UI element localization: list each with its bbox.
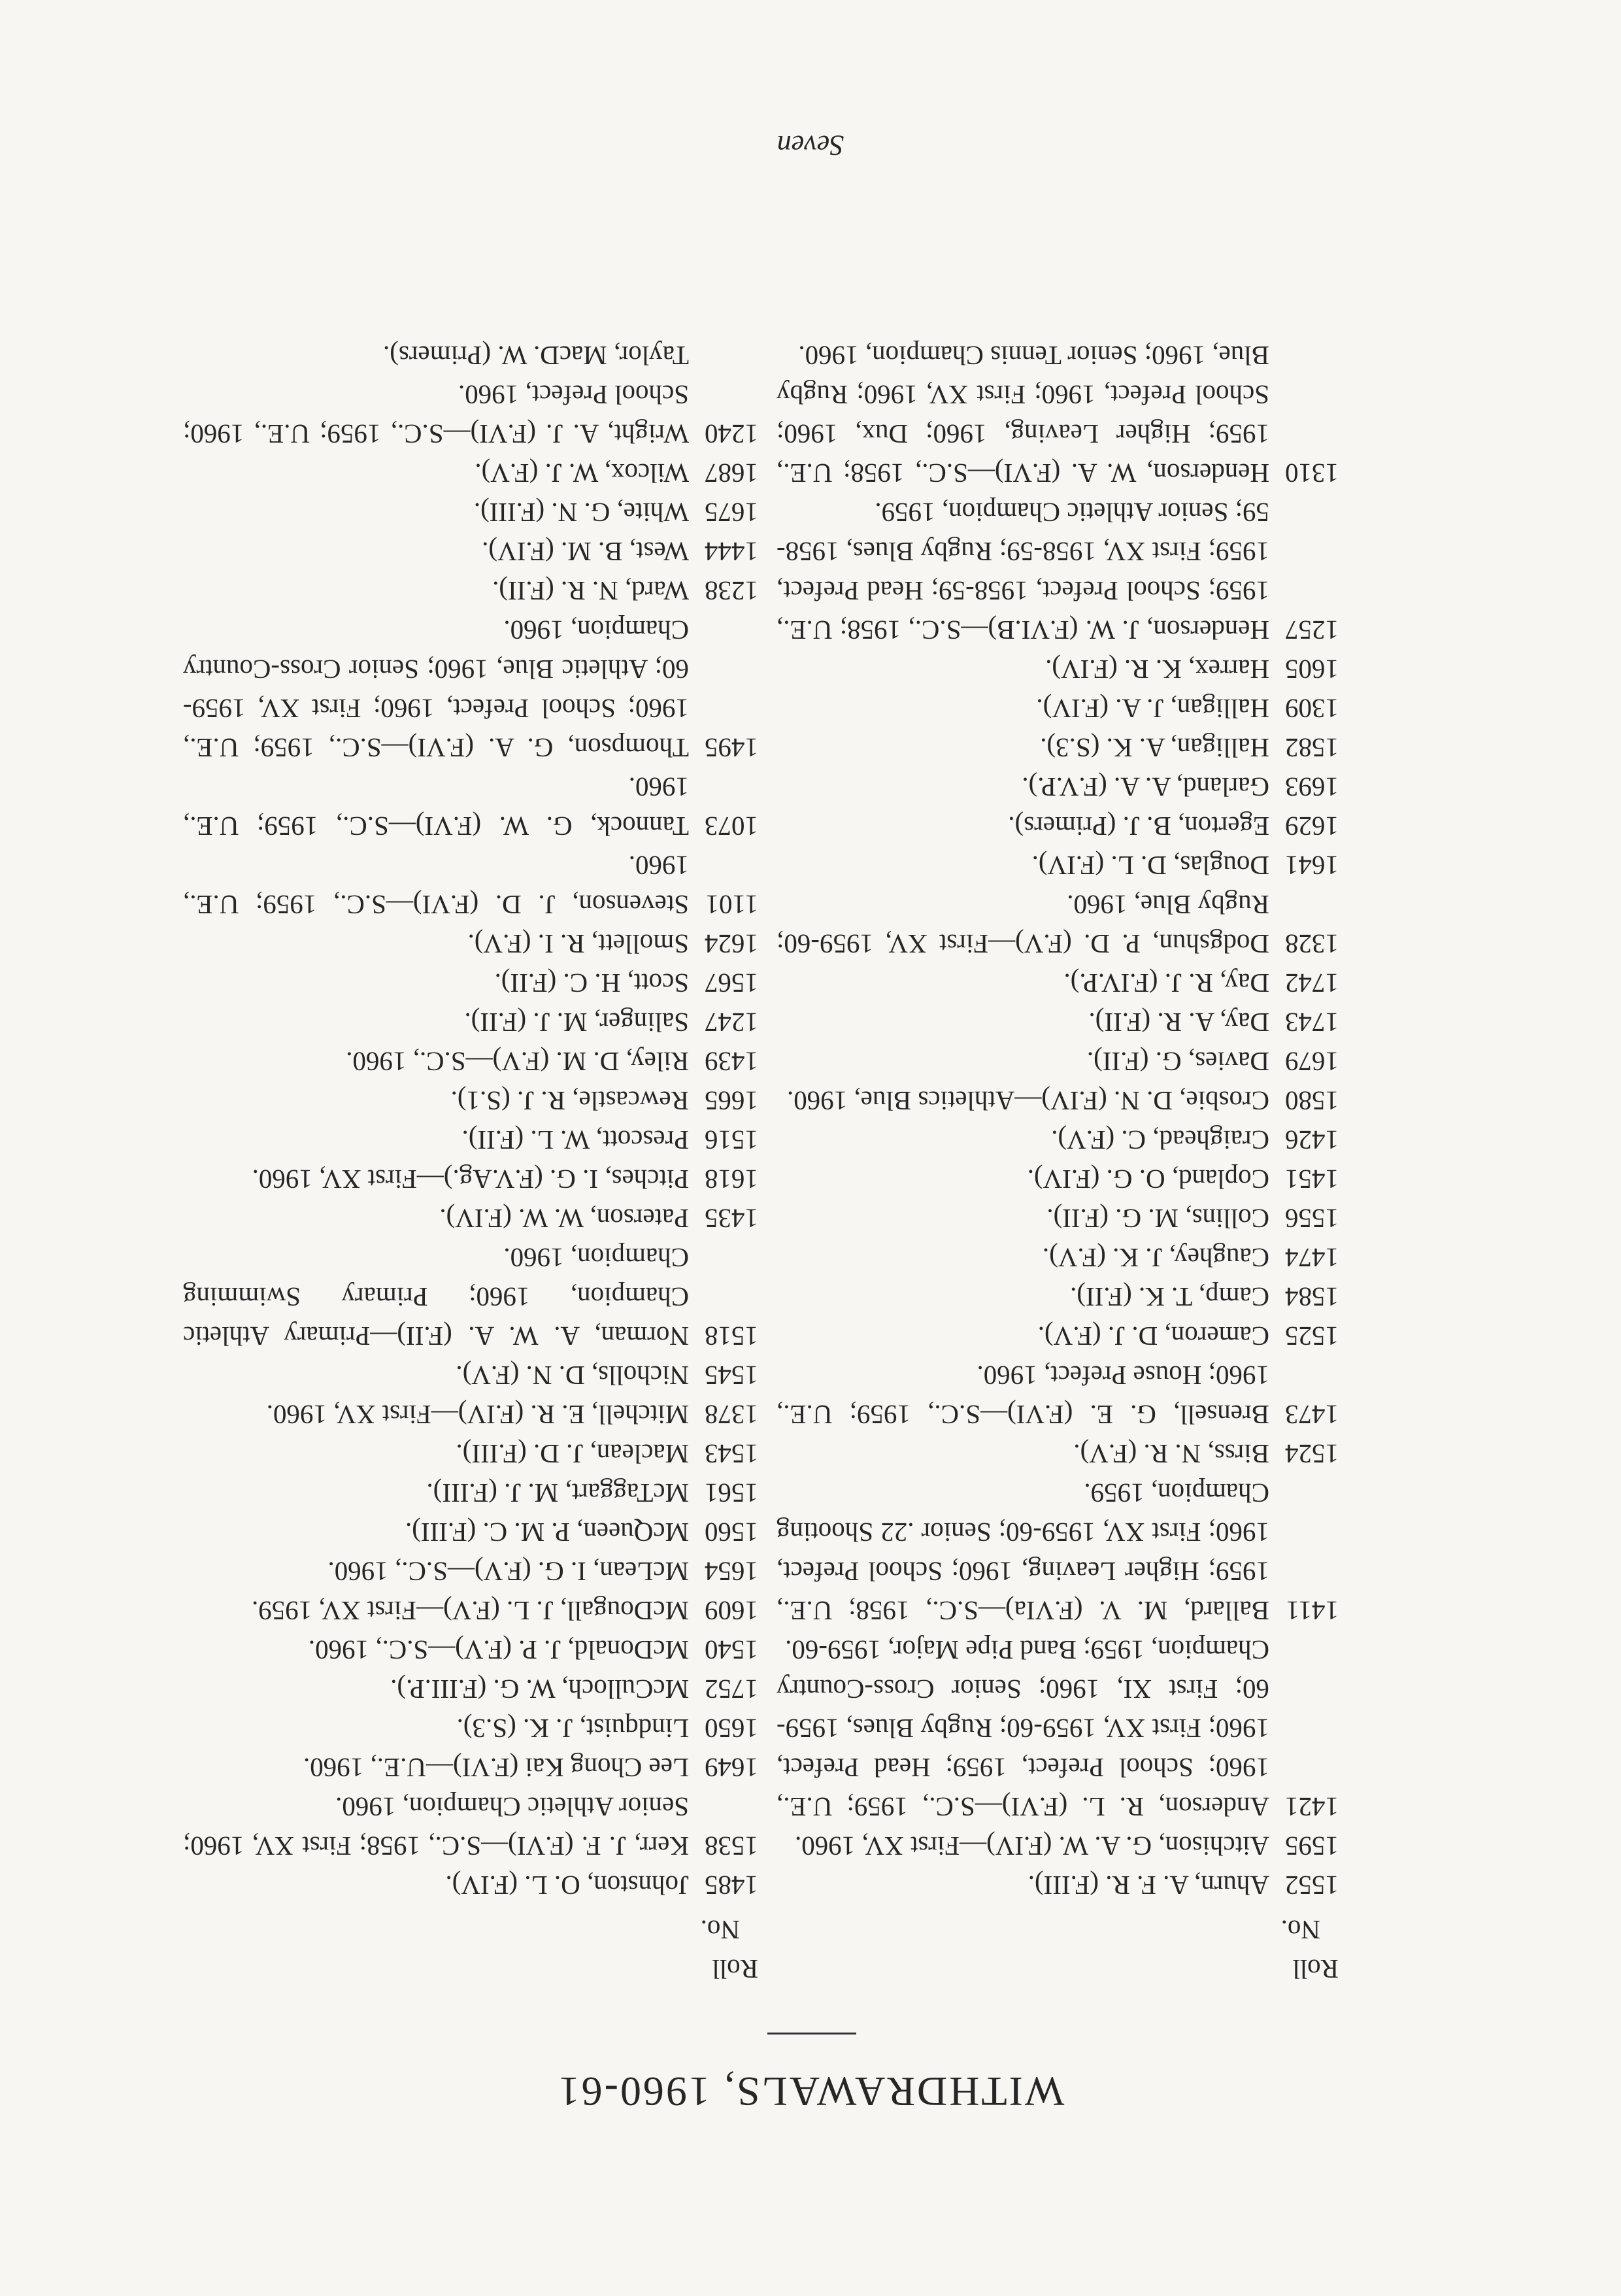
student-record: Ballard, M. V. (F.VIa)—S.C., 1958; U.E., 1959; Higher Leaving, 1960; School Prefect, 1960; First XV, 1959-60; Senior .22 Shooting Champion, 1959.: [777, 1478, 1269, 1626]
student-record: Ahurn, A. F. R. (F.III).: [1028, 1870, 1269, 1900]
roll-number: 1495: [705, 733, 758, 763]
list-item: [183, 1474, 758, 1513]
list-item: [183, 1003, 758, 1042]
list-item: [183, 1748, 758, 1787]
list-item: [183, 1356, 758, 1395]
roll-number: 1421: [1285, 1792, 1339, 1822]
roll-number: 1247: [705, 1007, 758, 1038]
roll-number: 1552: [1285, 1870, 1339, 1900]
list-item: [777, 964, 1339, 1003]
roll-number: 1101: [705, 890, 758, 920]
student-record: Smollett, R. I. (F.V).: [467, 929, 689, 959]
list-item: [183, 846, 758, 924]
roll-number: 1518: [705, 1321, 758, 1351]
roll-number: 1538: [705, 1831, 758, 1861]
student-record: Salinger, M. J. (F.II).: [464, 1007, 689, 1038]
list-item: [183, 1709, 758, 1748]
student-record: Rewcastle, R. J. (S.1).: [450, 1086, 689, 1116]
roll-number: 1582: [1285, 733, 1339, 763]
student-record: Garland, A. A. (F.V.P.).: [1022, 772, 1269, 802]
list-item: [777, 493, 1339, 650]
list-item: [183, 1160, 758, 1199]
list-item: [183, 1395, 758, 1434]
roll-number: 1240: [705, 419, 758, 449]
roll-number: 1524: [1285, 1439, 1339, 1469]
student-record: McTaggart, M. J. (F.III).: [426, 1478, 689, 1508]
roll-number: 1426: [1285, 1125, 1339, 1155]
list-item: [777, 728, 1339, 768]
roll-number: 1411: [1286, 1596, 1339, 1626]
list-item: [183, 532, 758, 571]
list-item: [183, 454, 758, 493]
student-record: Egerton, B. J. (Primers).: [1008, 811, 1269, 841]
list-item: [183, 1591, 758, 1630]
roll-number: 1665: [705, 1086, 758, 1116]
list-item: [777, 1121, 1339, 1160]
student-record: Mitchell, E. R. (F.IV)—First XV, 1960.: [266, 1400, 689, 1430]
student-record: Tannock, G. W. (F.VI)—S.C., 1959; U.E., 1960.: [183, 772, 689, 841]
roll-number: 1556: [1285, 1204, 1339, 1234]
roll-number: 1439: [705, 1047, 758, 1077]
list-item: [183, 1434, 758, 1474]
title-rule: [767, 2033, 856, 2034]
student-record: Riley, D. M. (F.V)—S.C., 1960.: [346, 1047, 689, 1077]
roll-number: 1451: [1285, 1164, 1339, 1194]
student-record: Scott, H. C. (F.II).: [494, 968, 689, 998]
list-item: [777, 1356, 1339, 1434]
student-record: Anderson, R. L. (F.VI)—S.C., 1959; U.E., 1960; School Prefect, 1959; Head Prefect, 1960; First XV, 1959-60; Rugby Blues, 1959-60; First XI, 1960; Senior Cross-Country Champion, 1959; Band Pipe Major, 1959-60.: [777, 1635, 1269, 1822]
student-record: Lindquist, J. K. (S.3).: [456, 1714, 689, 1744]
student-record: Craighead, C. (F.V).: [1051, 1125, 1269, 1155]
list-item: [777, 1003, 1339, 1042]
list-item: [777, 336, 1339, 493]
student-record: Wilcox, W. J. (F.V).: [475, 458, 689, 488]
page-title: WITHDRAWALS, 1960-61: [556, 2068, 1065, 2115]
roll-number: 1435: [705, 1204, 758, 1234]
list-item: [183, 1787, 758, 1866]
list-item: [183, 1238, 758, 1356]
student-record: McQueen, P. M. C. (F.III).: [405, 1517, 689, 1547]
student-record: Crosbie, D. N. (F.IV)—Athletics Blue, 1960.: [786, 1086, 1269, 1116]
student-record: Aitchison, G. A. W. (F.IV)—First XV, 1960.: [794, 1831, 1269, 1861]
student-record: Collins, M. G. (F.II).: [1046, 1204, 1269, 1234]
roll-number: 1560: [705, 1517, 758, 1547]
right-column: [183, 336, 758, 1989]
list-item: [183, 571, 758, 611]
roll-number: 1525: [1285, 1321, 1339, 1351]
student-record: Brensell, G. E. (F.VI)—S.C., 1959; U.E., 1960; House Prefect, 1960.: [777, 1360, 1269, 1430]
list-item: [777, 1317, 1339, 1356]
roll-number: 1473: [1285, 1400, 1339, 1430]
roll-number: 1595: [1285, 1831, 1339, 1861]
left-column: [777, 336, 1339, 1989]
student-record: Ward, N. R. (F.II).: [492, 576, 689, 606]
list-item: [777, 768, 1339, 807]
roll-number: [693, 336, 758, 375]
roll-number: 1605: [1285, 654, 1339, 684]
list-item: [777, 846, 1339, 885]
roll-number: 1629: [1285, 811, 1339, 841]
withdrawal-list-right: [183, 336, 758, 1905]
withdrawal-list-left: [777, 336, 1339, 1905]
list-item: [777, 1866, 1339, 1905]
roll-number: 1516: [705, 1125, 758, 1155]
student-record: Douglas, D. L. (F.IV).: [1031, 851, 1269, 881]
list-item: [183, 924, 758, 964]
roll-number: 1543: [705, 1439, 758, 1469]
student-record: Day, A. R. (F.II).: [1088, 1007, 1269, 1038]
list-item: [777, 1630, 1339, 1827]
student-record: Dodgshun, P. D. (F.V)—First XV, 1959-60; Rugby Blue, 1960.: [777, 890, 1269, 959]
student-record: McDonald, J. P. (F.V)—S.C., 1960.: [308, 1635, 689, 1665]
roll-number: 1654: [705, 1557, 758, 1587]
roll-number: 1378: [705, 1400, 758, 1430]
student-record: Maclean, J. D. (F.III).: [456, 1439, 689, 1469]
roll-number: 1309: [1285, 694, 1339, 724]
student-record: Paterson, W. W. (F.IV).: [439, 1204, 689, 1234]
list-item: [777, 885, 1339, 964]
student-record: Thompson, G. A. (F.VI)—S.C., 1959; U.E., 1960; School Prefect, 1960; First XV, 1959-60; Athletic Blue, 1960; Senior Cross-Country Champion, 1960.: [183, 615, 689, 763]
roll-number: 1073: [705, 811, 758, 841]
list-item: [183, 1552, 758, 1591]
list-item: [777, 650, 1339, 689]
student-record: Day, R. J. (F.IV.P.).: [1063, 968, 1269, 998]
student-record: Caughey, J. K. (F.V).: [1042, 1243, 1269, 1273]
student-record: Cameron, D. J. (F.V).: [1037, 1321, 1269, 1351]
roll-number: 1257: [1285, 615, 1339, 645]
roll-number: 1679: [1285, 1047, 1339, 1077]
list-item: [183, 1121, 758, 1160]
roll-number: 1444: [705, 537, 758, 567]
student-record: Lee Chong Kai (F.VI)—U.E., 1960.: [303, 1753, 689, 1783]
roll-number: 1474: [1285, 1243, 1339, 1273]
student-record: Henderson, J. W. (F.VI.B)—S.C., 1958; U.E., 1959; School Prefect, 1958-59; Head Prefect, 1959; First XV, 1958-59; Rugby Blues, 1958-59; Senior Athletic Champion, 1959.: [777, 498, 1269, 645]
roll-number: 1328: [1285, 929, 1339, 959]
student-record: Johnston, O. L. (F.IV).: [445, 1870, 689, 1900]
roll-header-label: Roll: [1292, 1954, 1339, 1984]
no-header-label: No.: [700, 1915, 740, 1945]
student-record: Halligan, A. K. (S.3).: [1040, 733, 1269, 763]
student-record: Camp, T. K. (F.II).: [1070, 1282, 1269, 1312]
roll-number: 1742: [1285, 968, 1339, 998]
roll-number: 1584: [1285, 1282, 1339, 1312]
roll-number: 1580: [1285, 1086, 1339, 1116]
student-record: McDougall, J. L. (F.V)—First XV, 1959.: [251, 1596, 689, 1626]
roll-number: 1624: [705, 929, 758, 959]
roll-number-header: [183, 1910, 758, 1989]
roll-number: 1752: [705, 1674, 758, 1704]
student-record: White, G. N. (F.III).: [473, 498, 689, 528]
list-item: [183, 1042, 758, 1081]
list-item: [183, 1199, 758, 1238]
list-item: [777, 1277, 1339, 1317]
roll-number: 1743: [1285, 1007, 1339, 1038]
student-record: McLean, I. G. (F.V)—S.C., 1960.: [327, 1557, 689, 1587]
student-record: Halligan, J. A. (F.IV).: [1036, 694, 1269, 724]
list-item: [777, 1827, 1339, 1866]
list-item: [183, 1513, 758, 1552]
no-header-label: No.: [1280, 1915, 1320, 1945]
list-item: [777, 1434, 1339, 1474]
list-item: [183, 1670, 758, 1709]
roll-number: 1238: [705, 576, 758, 606]
roll-number: 1485: [705, 1870, 758, 1900]
list-item: [183, 611, 758, 768]
student-record: West, B. M. (F.IV).: [482, 537, 689, 567]
student-record: Henderson, W. A. (F.VI)—S.C., 1958; U.E., 1959; Higher Leaving, 1960; Dux, 1960; School Prefect, 1960; First XV, 1960; Rugby Blue, 1960; Senior Tennis Champion, 1960.: [777, 341, 1269, 488]
list-item: [777, 1042, 1339, 1081]
list-item: [183, 375, 758, 454]
list-item: [183, 336, 758, 375]
list-item: [777, 1160, 1339, 1199]
roll-number: 1650: [705, 1714, 758, 1744]
list-item: [777, 1081, 1339, 1121]
list-item: [777, 807, 1339, 846]
roll-number: 1609: [705, 1596, 758, 1626]
student-record: McCulloch, W. G. (F.III.P.).: [390, 1674, 689, 1704]
roll-header-label: Roll: [712, 1954, 758, 1984]
list-item: [183, 964, 758, 1003]
list-item: [183, 768, 758, 846]
student-record: Norman, A. W. A. (F.II)—Primary Athletic Champion, 1960; Primary Swimming Champion, 1960.: [183, 1243, 689, 1351]
student-record: Prescott, W. L. (F.II).: [461, 1125, 689, 1155]
list-item: [183, 1866, 758, 1905]
student-record: Birss, N. R. (F.V).: [1073, 1439, 1269, 1469]
page-number: Seven: [777, 129, 844, 161]
list-item: [777, 1199, 1339, 1238]
student-record: Copland, O. G. (F.IV).: [1027, 1164, 1269, 1194]
roll-number: 1561: [705, 1478, 758, 1508]
student-record: Wright, A. J. (F.VI)—S.C., 1959; U.E., 1960; School Prefect, 1960.: [183, 380, 689, 449]
roll-number: 1641: [1285, 851, 1339, 881]
student-record: Davies, G. (F.II).: [1086, 1047, 1269, 1077]
roll-number: 1693: [1285, 772, 1339, 802]
list-item: [777, 1474, 1339, 1630]
list-item: [777, 1238, 1339, 1277]
roll-number: 1618: [705, 1164, 758, 1194]
roll-number: 1687: [705, 458, 758, 488]
roll-number: 1567: [705, 968, 758, 998]
roll-number-header: [777, 1910, 1339, 1989]
roll-number: 1540: [705, 1635, 758, 1665]
student-record: Nicholls, D. N. (F.V).: [456, 1360, 689, 1391]
student-record: Stevenson, J. D. (F.VI)—S.C., 1959; U.E., 1960.: [183, 851, 689, 920]
roll-number: 1310: [1285, 458, 1339, 488]
list-item: [777, 689, 1339, 728]
student-record: Harrex, K. R. (F.IV).: [1045, 654, 1269, 684]
student-record: Kerr, J. F. (F.VI)—S.C., 1958; First XV, 1960; Senior Athletic Champion, 1960.: [183, 1792, 689, 1861]
list-item: [183, 493, 758, 532]
student-record: Taylor, MacD. W. (Primers).: [382, 341, 689, 371]
student-record: Pitches, I. G. (F.V.Ag.)—First XV, 1960.: [252, 1164, 689, 1194]
roll-number: 1675: [705, 498, 758, 528]
roll-number: 1649: [705, 1753, 758, 1783]
list-item: [183, 1630, 758, 1670]
list-item: [183, 1081, 758, 1121]
roll-number: 1545: [705, 1360, 758, 1391]
